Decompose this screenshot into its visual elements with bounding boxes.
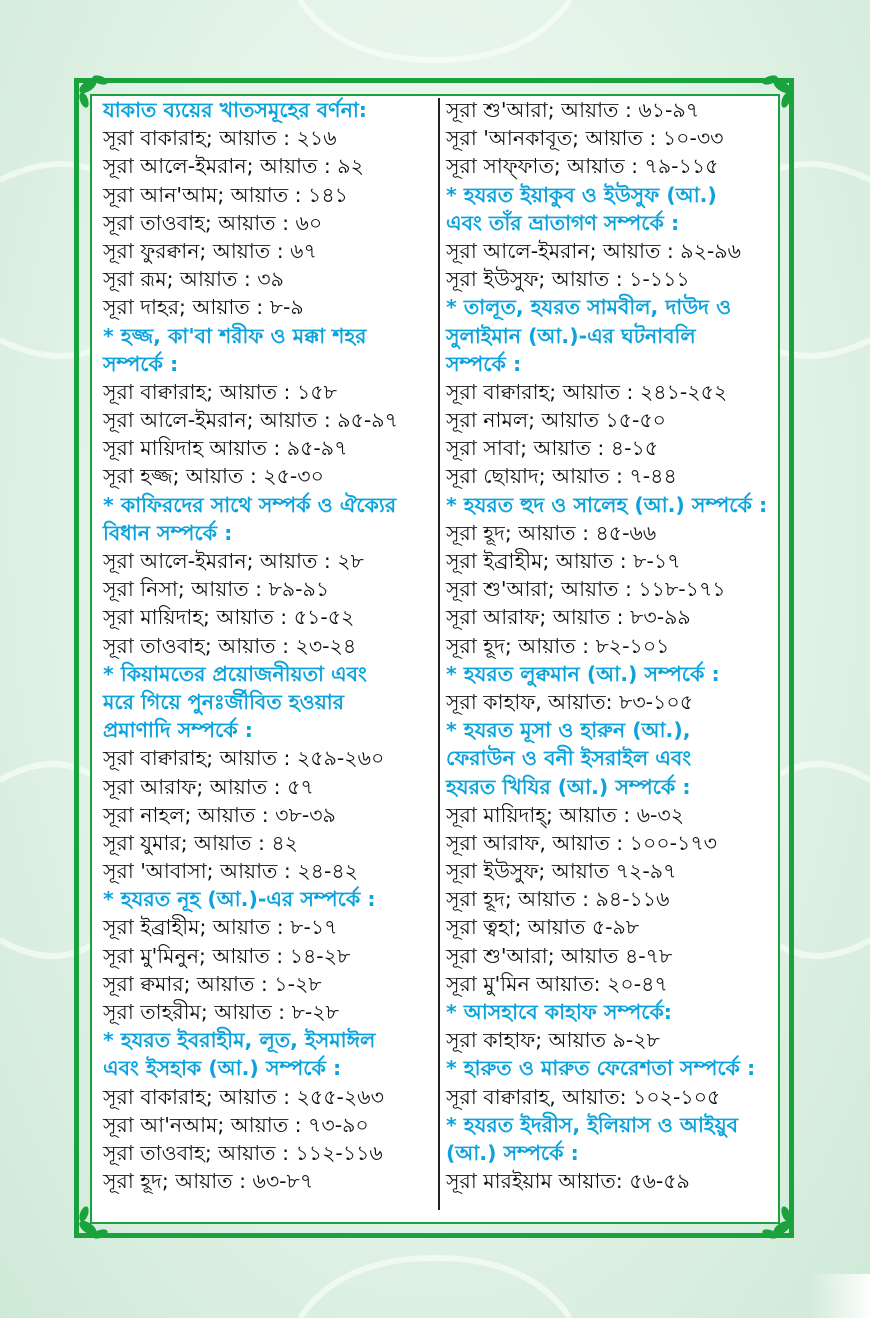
surah-reference: সূরা বাক্বারাহ; আয়াত : ২৪১-২৫২ [446,379,728,404]
section-heading: * কাফিরদের সাথে সম্পর্ক ও ঐক্যের [103,492,397,517]
surah-reference: সূরা কাহাফ, আয়াত: ৮৩-১০৫ [446,689,693,714]
surah-reference: সূরা তাওবাহ; আয়াত : ২৩-২৪ [103,633,357,658]
surah-reference: সূরা ইউসুফ; আয়াত : ১-১১১ [446,267,690,292]
surah-reference: সূরা 'আনকাবূত; আয়াত : ১০-৩৩ [446,126,724,151]
surah-reference: সূরা আ'নআম; আয়াত : ৭৩-৯০ [103,1112,369,1137]
surah-reference: সূরা হূদ; আয়াত : ৮২-১০১ [446,633,670,658]
section-heading: প্রমাণাদি সম্পর্কে : [103,718,253,743]
surah-reference: সূরা হূদ; আয়াত : ৬৩-৮৭ [103,1169,314,1194]
section-heading: * হযরত মূসা ও হারুন (আ.), [446,718,691,743]
right-column [446,96,776,1195]
section-heading: ফেরাউন ও বনী ইসরাইল এবং [446,746,692,771]
section-heading: * কিয়ামতের প্রয়োজনীয়তা এবং [103,661,367,686]
section-heading: * হজ্জ, কা'বা শরীফ ও মক্কা শহর [103,323,367,348]
surah-reference: সূরা মারইয়াম আয়াত: ৫৬-৫৯ [446,1169,690,1194]
surah-reference: সূরা রূম; আয়াত : ৩৯ [103,267,284,292]
section-heading: * হযরত নূহ (আ.)-এর সম্পর্কে : [103,887,376,912]
surah-reference: সূরা কাহাফ; আয়াত ৯-২৮ [446,1028,660,1053]
surah-reference: সূরা আরাফ; আয়াত : ৮৩-৯৯ [446,605,691,630]
surah-reference: সূরা তাহরীম; আয়াত : ৮-২৮ [103,1000,339,1024]
surah-reference: সূরা যুমার; আয়াত : ৪২ [103,830,299,855]
surah-reference: সূরা সাফ্ফাত; আয়াত : ৭৯-১১৫ [446,154,719,179]
section-heading: * তালূত, হযরত সামবীল, দাউদ ও [446,295,732,320]
surah-reference: সূরা ক্বমার; আয়াত : ১-২৮ [103,971,322,996]
surah-reference: সূরা দাহর; আয়াত : ৮-৯ [103,295,304,320]
surah-reference: সূরা নামল; আয়াত ১৫-৫০ [446,408,667,433]
surah-reference: সূরা ফুরক্বান; আয়াত : ৬৭ [103,238,317,263]
surah-reference: সূরা মু'মিন আয়াত: ২০-৪৭ [446,971,668,996]
section-heading: মরে গিয়ে পুনঃর্জীবিত হওয়ার [103,689,345,714]
surah-reference: সূরা আলে-ইমরান; আয়াত : ৯২-৯৬ [446,238,741,263]
section-heading: (আ.) সম্পর্কে : [446,1140,579,1165]
surah-reference: সূরা তাওবাহ; আয়াত : ১১২-১১৬ [103,1140,383,1165]
section-heading: * হযরত ইয়াকুব ও ইউসুফ (আ.) [446,182,717,207]
surah-reference: সূরা শু'আরা; আয়াত ৪-৭৮ [446,943,673,968]
surah-reference: সূরা তাওবাহ; আয়াত : ৬০ [103,210,323,235]
surah-reference: সূরা আরাফ; আয়াত : ৫৭ [103,774,314,799]
surah-reference: সূরা মায়িদাহ; আয়াত : ৫১-৫২ [103,605,355,630]
surah-reference: সূরা মু'মিনুন; আয়াত : ১৪-২৮ [103,943,351,968]
corner-fade [808,1274,870,1318]
surah-reference: সূরা আলে-ইমরান; আয়াত : ৯৫-৯৭ [103,408,398,433]
surah-reference: সূরা মায়িদাহ আয়াত : ৯৫-৯৭ [103,436,348,461]
surah-reference: সূরা বাক্বারাহ; আয়াত : ২৫৯-২৬০ [103,746,385,771]
surah-reference: সূরা হূদ; আয়াত : ৯৪-১১৬ [446,887,670,912]
leaf-ornament-icon [748,1196,794,1242]
section-heading: * হারুত ও মারুত ফেরেশতা সম্পর্কে : [446,1056,756,1081]
section-heading: * হযরত লুক্বমান (আ.) সম্পর্কে : [446,661,720,686]
surah-reference: সূরা আলে-ইমরান; আয়াত : ২৮ [103,549,364,573]
surah-reference: সূরা হূদ; আয়াত : ৪৫-৬৬ [446,520,657,545]
section-heading: * হযরত ইদরীস, ইলিয়াস ও আইয়ুব [446,1112,739,1137]
section-heading: * হযরত হুদ ও সালেহ (আ.) সম্পর্কে : [446,492,768,517]
surah-reference: সূরা হজ্জ; আয়াত : ২৫-৩০ [103,464,324,489]
leaf-ornament-icon [76,1196,122,1242]
surah-reference: সূরা আরাফ, আয়াত : ১০০-১৭৩ [446,830,717,855]
surah-reference: সূরা বাক্বারাহ; আয়াত : ১৫৮ [103,379,337,404]
surah-reference: সূরা সাবা; আয়াত : ৪-১৫ [446,436,659,461]
section-heading: * আসহাবে কাহাফ সম্পর্কে: [446,1000,673,1024]
section-heading: বিধান সম্পর্কে : [103,520,233,545]
surah-reference: সূরা ইব্রাহীম; আয়াত : ৮-১৭ [446,549,681,573]
section-heading: এবং তাঁর ভ্রাতাগণ সম্পর্কে : [446,210,680,235]
surah-reference: সূরা ত্বহা; আয়াত ৫-৯৮ [446,915,640,940]
section-heading: এবং ইসহাক (আ.) সম্পর্কে : [103,1056,342,1081]
surah-reference: সূরা বাকারাহ; আয়াত : ২১৬ [103,126,337,151]
surah-reference: সূরা ইউসুফ; আয়াত ৭২-৯৭ [446,859,677,884]
section-heading: সম্পর্কে : [446,351,522,376]
column-divider [438,98,440,1210]
surah-reference: সূরা আন'আম; আয়াত : ১৪১ [103,182,348,207]
surah-reference: সূরা ছোয়াদ; আয়াত : ৭-৪৪ [446,464,677,489]
surah-reference: সূরা মায়িদাহ্; আয়াত : ৬-৩২ [446,802,685,827]
section-heading: সম্পর্কে : [103,351,179,376]
section-heading: * হযরত ইবরাহীম, লূত, ইসমাঈল [103,1028,376,1053]
surah-reference: সূরা আলে-ইমরান; আয়াত : ৯২ [103,154,364,179]
section-heading: সুলাইমান (আ.)-এর ঘটনাবলি [446,323,696,348]
surah-reference: সূরা 'আবাসা; আয়াত : ২৪-৪২ [103,859,359,884]
surah-reference: সূরা শু'আরা; আয়াত : ১১৮-১৭১ [446,577,726,602]
surah-reference: সূরা নিসা; আয়াত : ৮৯-৯১ [103,577,330,602]
surah-reference: সূরা নাহল; আয়াত : ৩৮-৩৯ [103,802,336,827]
left-column [103,96,433,1195]
surah-reference: সূরা ইব্রাহীম; আয়াত : ৮-১৭ [103,915,338,940]
section-heading: যাকাত ব্যয়ের খাতসমূহের বর্ণনা: [103,98,367,122]
surah-reference: সূরা বাকারাহ; আয়াত : ২৫৫-২৬৩ [103,1084,384,1109]
section-heading: হযরত খিযির (আ.) সম্পর্কে : [446,774,691,799]
surah-reference: সূরা বাক্বারাহ, আয়াত: ১০২-১০৫ [446,1084,721,1109]
surah-reference: সূরা শু'আরা; আয়াত : ৬১-৯৭ [446,98,700,122]
